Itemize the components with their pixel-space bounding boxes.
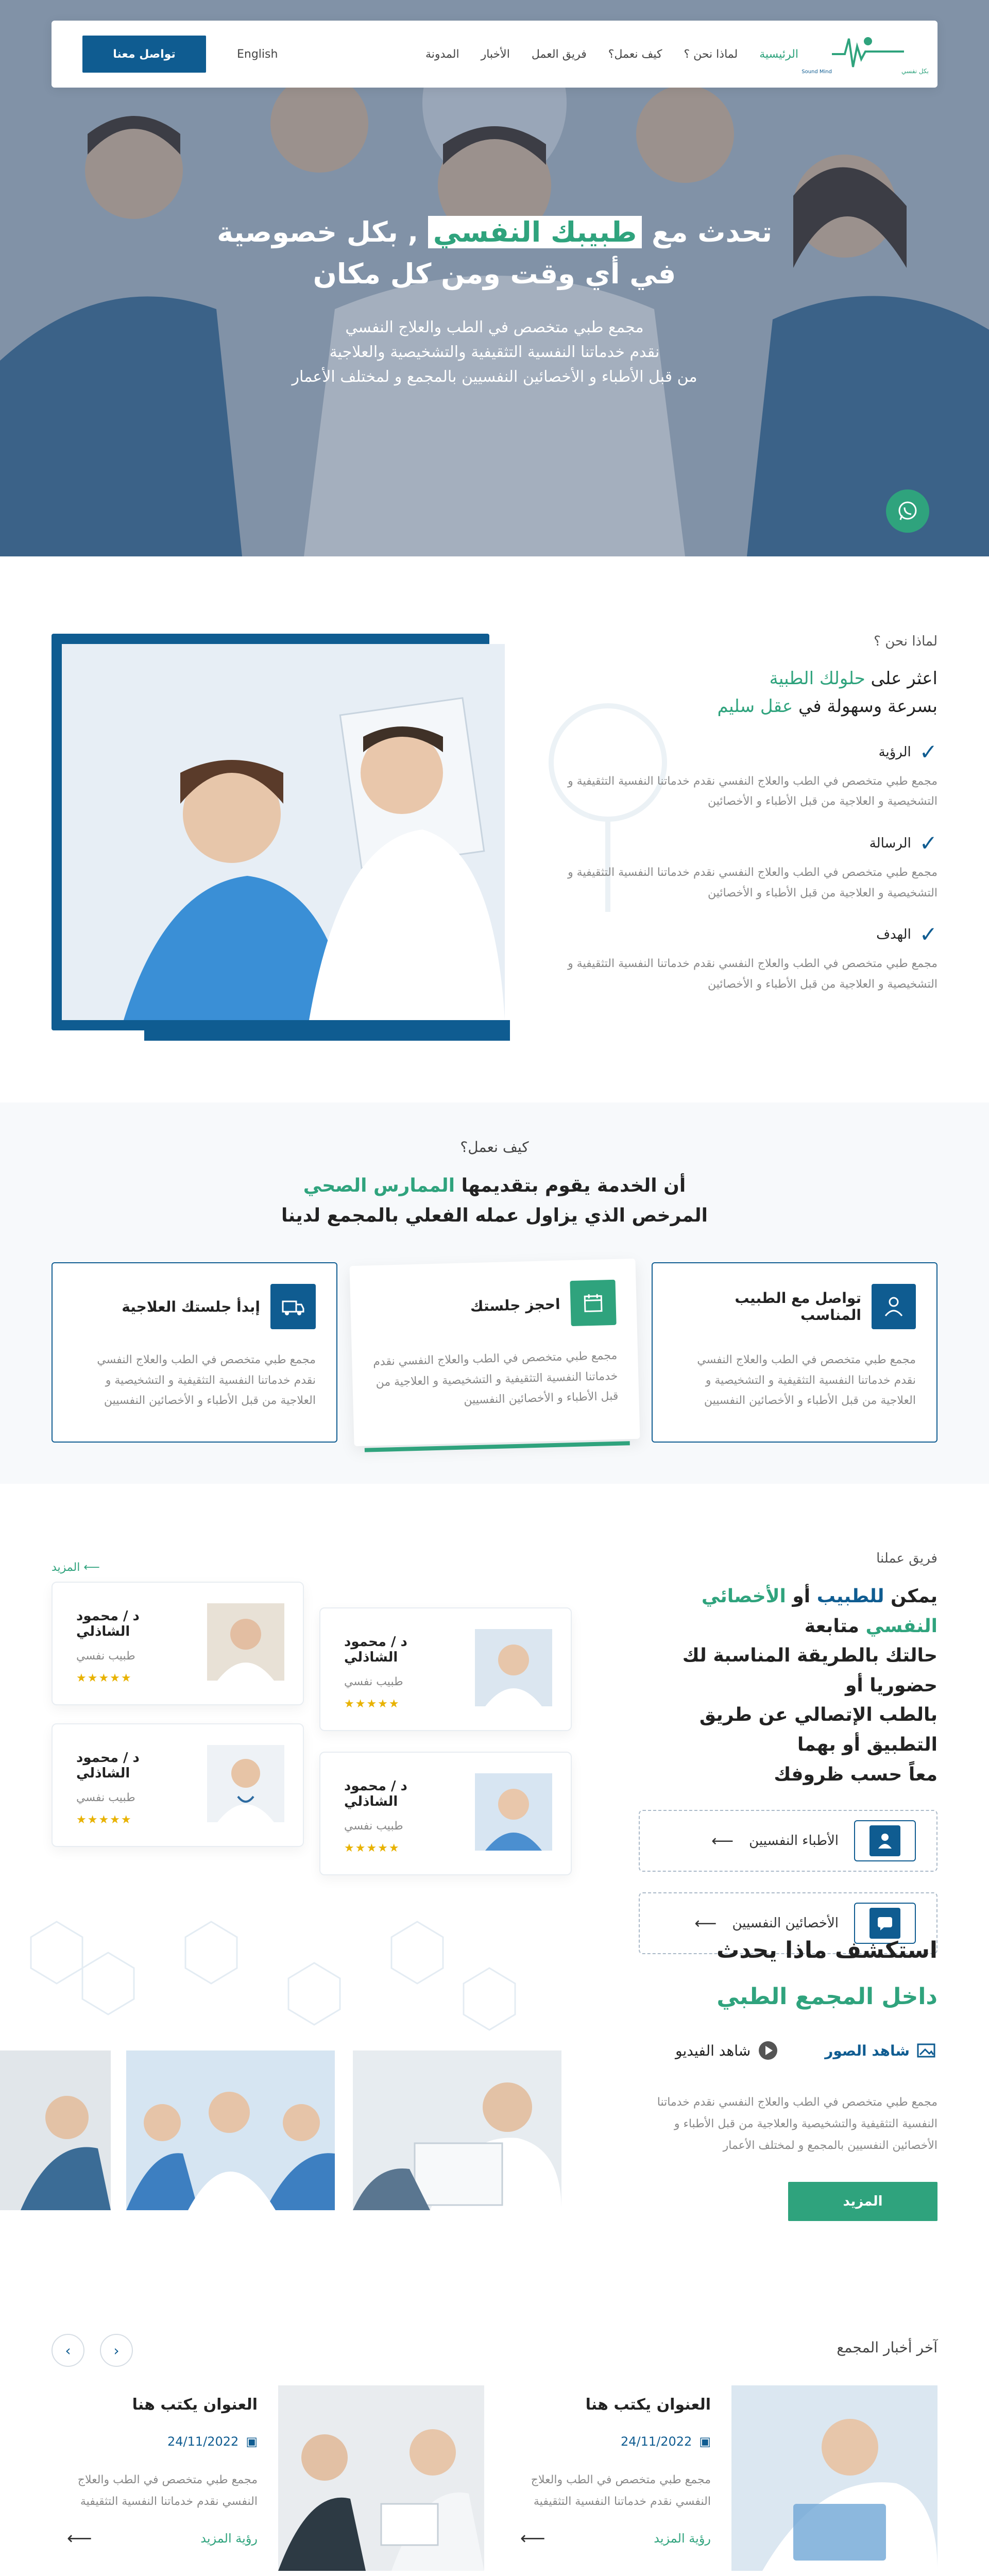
- whatsapp-button[interactable]: [886, 489, 929, 533]
- gallery-image[interactable]: [0, 2050, 111, 2210]
- about-head-pre: اعثر على: [871, 668, 937, 689]
- doctor-name: د / محمود الشاذلي: [76, 1750, 140, 1781]
- gallery-image[interactable]: [126, 2050, 335, 2210]
- tab-photos-label: شاهد الصور: [825, 2042, 910, 2059]
- explore-section: [0, 1917, 989, 2318]
- how-card-body: مجمع طبي متخصص في الطب والعلاج النفسي نقدم خدماتنا النفسية التثقيفية و التشخيصية و العلاجية من قبل الأطباء و الأخصائين النفسيين: [97, 1353, 316, 1408]
- hexagon-pattern: [0, 1917, 567, 2045]
- play-icon: [758, 2040, 778, 2061]
- team-section: [0, 1484, 989, 1933]
- how-card-contact[interactable]: [652, 1262, 937, 1443]
- prev-arrow-button[interactable]: ‹: [100, 2334, 133, 2367]
- arrow-left-icon[interactable]: ⟵: [520, 2528, 545, 2549]
- team-head-part: أو: [792, 1586, 811, 1607]
- check-icon: ✓: [919, 922, 937, 947]
- hero-sub-line1: مجمع طبي متخصص في الطب والعلاج النفسي: [345, 318, 644, 336]
- doctor-photo: [475, 1773, 552, 1851]
- how-card-book[interactable]: [349, 1259, 640, 1446]
- rating-stars: ★★★★★: [344, 1698, 400, 1710]
- about-item-mission: [567, 830, 937, 903]
- how-card-start[interactable]: [52, 1262, 337, 1443]
- how-title-pre: أن الخدمة يقوم بتقديمها: [461, 1175, 686, 1196]
- about-item-body: مجمع طبي متخصص في الطب والعلاج النفسي نقدم خدماتنا النفسية التثقيفية و التشخيصية و العلاجية من قبل الأطباء و الأخصائين: [568, 957, 937, 991]
- doctor-card[interactable]: [52, 1723, 304, 1847]
- team-head-part: متابعة: [804, 1615, 859, 1637]
- svg-text:Sound Mind: Sound Mind: [802, 69, 832, 75]
- tab-photos[interactable]: [825, 2040, 937, 2061]
- hero-sub-line3: من قبل الأطباء و الأخصائين النفسيين بالمجمع و لمختلف الأعمار: [292, 368, 697, 386]
- explore-body: مجمع طبي متخصص في الطب والعلاج النفسي نقدم خدماتنا النفسية التثقيفية والتشخيصية والعلاجية من قبل الأطباء و الأخصائين النفسيين بالمجمع و لمختلف الأعمار: [657, 2096, 937, 2152]
- about-head-line2-highlight: عقل سليم: [717, 696, 793, 717]
- check-icon: ✓: [919, 830, 937, 856]
- about-item-goal: [567, 924, 937, 994]
- hero-subtitle: [0, 315, 989, 389]
- nav-link-team[interactable]: فريق العمل: [531, 47, 587, 61]
- more-label: المزيد: [52, 1561, 80, 1574]
- nav-links: [425, 48, 798, 61]
- doctor-card[interactable]: [319, 1607, 572, 1731]
- hero-section: [0, 0, 989, 556]
- check-icon: ✓: [919, 739, 937, 765]
- doctor-icon: [869, 1825, 900, 1856]
- news-more-link[interactable]: رؤية المزيد: [654, 2531, 711, 2546]
- team-head-line: بالطب الإتصالي عن طريق التطبيق أو بهما: [699, 1704, 937, 1755]
- explore-more-button[interactable]: المزيد: [788, 2182, 937, 2221]
- whatsapp-icon: [896, 499, 919, 523]
- calendar-icon: ▣: [699, 2434, 711, 2449]
- category-label: الأطباء النفسيين: [749, 1833, 839, 1849]
- ambulance-icon: [270, 1284, 316, 1329]
- how-card-title: تواصل مع الطبيب المناسب: [735, 1290, 861, 1324]
- logo[interactable]: [802, 31, 929, 77]
- about-item-vision: [567, 741, 937, 812]
- doctor-photo: [475, 1629, 552, 1706]
- news-section: [0, 2318, 989, 2576]
- team-head-highlight: للطبيب: [816, 1586, 884, 1607]
- doctor-photo: [207, 1603, 284, 1681]
- hero-title-highlight: طبيبك النفسي: [428, 216, 642, 248]
- hero-text: [0, 211, 989, 389]
- rating-stars: ★★★★★: [344, 1842, 400, 1855]
- rating-stars: ★★★★★: [76, 1814, 132, 1826]
- about-head-highlight: حلولك الطبية: [769, 668, 865, 689]
- about-head-line2: بسرعة وسهولة في: [798, 696, 937, 717]
- hero-sub-line2: نقدم خدماتنا النفسية التثقيفية والتشخيصية والعلاجية: [329, 343, 660, 361]
- hero-title-post: , بكل خصوصية: [217, 216, 419, 248]
- how-title-line2: المرخص الذي يزاول عمله الفعلي بالمجمع لدينا: [281, 1205, 708, 1226]
- doctor-role: طبيب نفسي: [76, 1650, 135, 1663]
- hero-title-line2: في أي وقت ومن كل مكان: [313, 258, 676, 290]
- team-head-line: حالتك بالطريقة المناسبة لك حضوريا أو: [682, 1645, 937, 1696]
- about-kicker: لماذا نحن ؟: [874, 634, 937, 649]
- news-body: مجمع طبي متخصص في الطب والعلاج النفسي نقدم خدماتنا النفسية التثقيفية: [77, 2473, 258, 2508]
- doctor-card[interactable]: [319, 1752, 572, 1875]
- how-title-highlight: الممارس الصحي: [303, 1175, 455, 1196]
- arrow-left-icon[interactable]: ⟵: [67, 2528, 92, 2549]
- about-item-body: مجمع طبي متخصص في الطب والعلاج النفسي نقدم خدماتنا النفسية التثقيفية و التشخيصية و العلاجية من قبل الأطباء و الأخصائين: [568, 866, 937, 900]
- nav-link-why-us[interactable]: لماذا نحن ؟: [684, 47, 738, 61]
- doctor-photo: [207, 1745, 284, 1822]
- arrow-left-icon: ⟵: [694, 1914, 717, 1933]
- arrow-left-icon: ⟵: [711, 1832, 734, 1850]
- team-head-part: يمكن: [891, 1586, 937, 1607]
- about-item-body: مجمع طبي متخصص في الطب والعلاج النفسي نقدم خدماتنا النفسية التثقيفية و التشخيصية و العلاجية من قبل الأطباء و الأخصائين: [568, 774, 937, 808]
- news-kicker: آخر أخبار المجمع: [837, 2339, 937, 2356]
- nav-link-news[interactable]: الأخبار: [481, 47, 510, 61]
- nav-link-how[interactable]: كيف نعمل؟: [608, 47, 662, 61]
- news-body: مجمع طبي متخصص في الطب والعلاج النفسي نقدم خدماتنا النفسية التثقيفية: [531, 2473, 711, 2508]
- how-card-body: مجمع طبي متخصص في الطب والعلاج النفسي نقدم خدماتنا النفسية التثقيفية و التشخيصية و العلاجية من قبل الأطباء و الأخصائين النفسيين: [697, 1353, 916, 1408]
- how-kicker: كيف نعمل؟: [460, 1139, 529, 1156]
- tab-video[interactable]: [675, 2040, 778, 2061]
- doctor-role: طبيب نفسي: [76, 1791, 135, 1804]
- about-heading: [567, 665, 937, 721]
- news-date: 24/11/2022: [167, 2434, 239, 2449]
- about-item-title: الرسالة: [869, 835, 911, 851]
- news-image: [278, 2385, 484, 2571]
- tab-video-label: شاهد الفيديو: [675, 2042, 751, 2059]
- news-title: العنوان يكتب هنا: [585, 2396, 711, 2414]
- team-head-highlight: الأخصائي النفسي: [701, 1586, 937, 1637]
- hero-title-pre: تحدث مع: [652, 216, 772, 248]
- news-more-link[interactable]: رؤية المزيد: [200, 2531, 258, 2546]
- next-arrow-button[interactable]: ›: [52, 2334, 84, 2367]
- doctor-role: طبيب نفسي: [344, 1675, 403, 1688]
- news-image: [731, 2385, 937, 2571]
- doctor-card[interactable]: [52, 1582, 304, 1705]
- how-title: [0, 1171, 989, 1230]
- how-card-title: إبدأ جلستك العلاجية: [122, 1298, 260, 1315]
- nav-link-home[interactable]: الرئيسية: [759, 47, 798, 61]
- about-image-frame: [52, 634, 510, 1041]
- about-section: [0, 556, 989, 1103]
- about-text: [567, 634, 937, 994]
- how-card-body: مجمع طبي متخصص في الطب والعلاج النفسي نقدم خدماتنا النفسية التثقيفية و التشخيصية و العلاجية من قبل الأطباء و الأخصائين النفسيين: [372, 1349, 619, 1407]
- team-head-line: معاً حسب ظروفك: [774, 1764, 937, 1785]
- doctor-name: د / محمود الشاذلي: [344, 1634, 407, 1665]
- doctor-name: د / محمود الشاذلي: [76, 1608, 140, 1639]
- gallery-image[interactable]: [353, 2050, 561, 2210]
- category-psychiatrists[interactable]: [639, 1810, 937, 1872]
- calendar-icon: ▣: [246, 2434, 258, 2449]
- news-card[interactable]: [67, 2385, 484, 2571]
- rating-stars: ★★★★★: [76, 1672, 132, 1685]
- how-card-title: احجز جلستك: [469, 1295, 560, 1315]
- about-item-title: الهدف: [876, 927, 911, 943]
- explore-subtitle: داخل المجمع الطبي: [717, 1984, 937, 2010]
- about-item-title: الرؤية: [878, 744, 911, 760]
- how-section: [0, 1103, 989, 1484]
- category-label: الأخصائين النفسيين: [732, 1916, 839, 1931]
- nav-link-blog[interactable]: المدونة: [425, 47, 459, 61]
- navbar: [52, 21, 937, 88]
- calendar-icon: [570, 1280, 616, 1326]
- doctor-name: د / محمود الشاذلي: [344, 1778, 407, 1809]
- team-heading: [639, 1582, 937, 1789]
- image-icon: [917, 2042, 937, 2059]
- news-title: العنوان يكتب هنا: [132, 2396, 258, 2414]
- logo-icon: [802, 31, 929, 77]
- contact-button[interactable]: تواصل معنا: [82, 36, 206, 73]
- explore-title: استكشف ماذا يحدث: [717, 1937, 937, 1963]
- language-switch[interactable]: English: [237, 47, 278, 61]
- team-kicker: فريق عملنا: [876, 1551, 937, 1566]
- team-more-link[interactable]: ⟵ المزيد: [52, 1561, 100, 1574]
- about-image: [62, 644, 505, 1020]
- doctor-role: طبيب نفسي: [344, 1820, 403, 1833]
- svg-text:بكل نفسي: بكل نفسي: [901, 67, 929, 75]
- news-date: 24/11/2022: [620, 2434, 692, 2449]
- hero-title: [0, 211, 989, 295]
- news-card[interactable]: [520, 2385, 937, 2571]
- doctor-icon: [872, 1284, 916, 1329]
